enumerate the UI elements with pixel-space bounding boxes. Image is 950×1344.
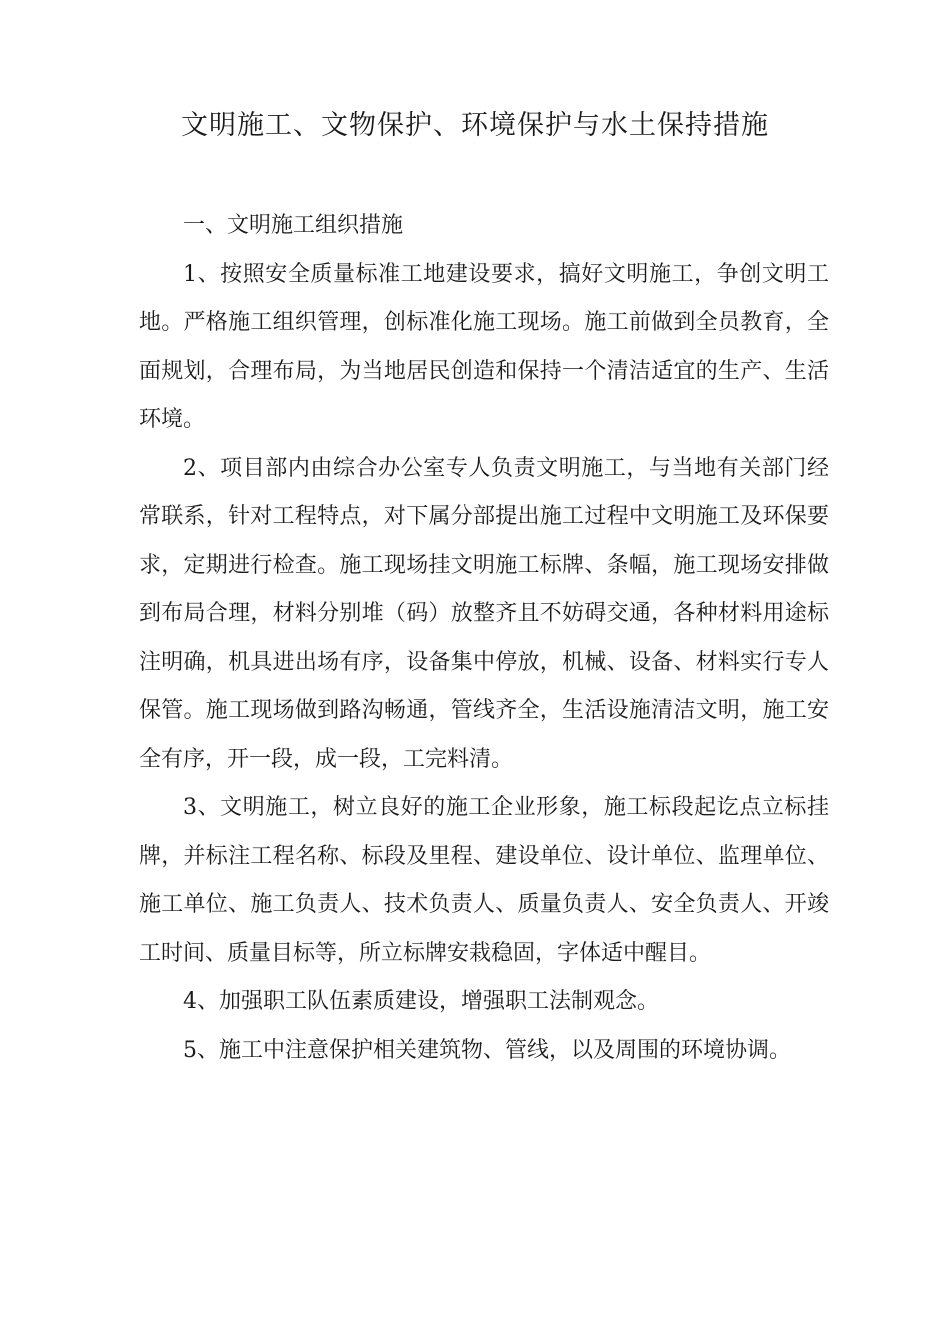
section-heading: 一、文明施工组织措施 [183,213,404,238]
paragraph-1: 1、按照安全质量标准工地建设要求，搞好文明施工，争创文明工地。严格施工组织管理，创标准化施工现场。施工前做到全员教育，全面规划，合理布局，为当地居民创造和保持一个清洁适宜的生产、生活环境。 [139,261,829,432]
paragraph-3: 3、文明施工，树立良好的施工企业形象，施工标段起讫点立标挂牌，并标注工程名称、标段及里程、建设单位、设计单位、监理单位、施工单位、施工负责人、技术负责人、质量负责人、安全负责人、开竣工时间、质量目标等，所立标牌安栽稳固，字体适中醒目。 [139,795,829,966]
paragraph-4: 4、加强职工队伍素质建设，增强职工法制观念。 [183,989,659,1014]
document-title: 文明施工、文物保护、环境保护与水土保持措施 [181,110,769,141]
paragraph-5: 5、施工中注意保护相关建筑物、管线，以及周围的环境协调。 [183,1037,791,1063]
paragraph-2: 2、项目部内由综合办公室专人负责文明施工，与当地有关部门经常联系，针对工程特点，对下属分部提出施工过程中文明施工及环保要求，定期进行检查。施工现场挂文明施工标牌、条幅，施工现场安排做到布局合理，材料分别堆（码）放整齐且不妨碍交通，各种材料用途标注明确，机具进出场有序，设备集中停放，机械、设备、材料实行专人保管。施工现场做到路沟畅通，管线齐全，生活设施清洁文明，施工安全有序，开一段，成一段，工完料清。 [139,455,829,772]
document-body [139,202,829,1075]
